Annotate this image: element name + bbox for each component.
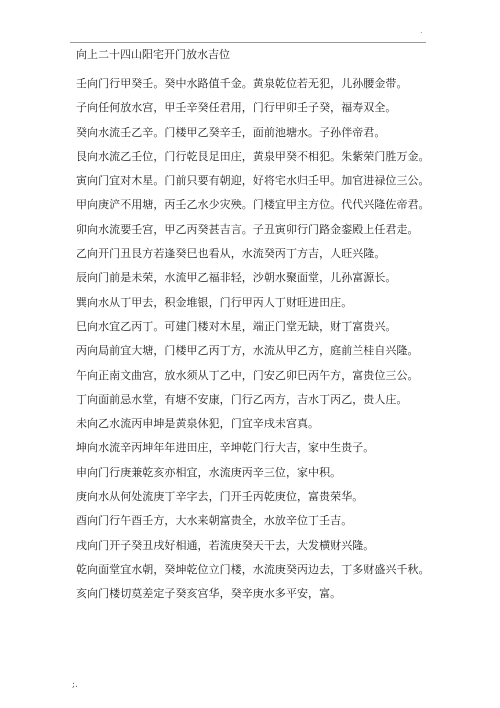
verse-line: 辰向门前是未荣，水流甲乙福非轻，沙朝水聚面堂，儿孙富源长。	[76, 271, 397, 285]
verse-line: 子向任何放水宫，甲壬辛癸任君用，门行甲卯壬子癸，福寿双全。	[76, 101, 397, 115]
verse-line: 壬向门行甲癸壬。癸中水路值千金。黄泉乾位若无犯，儿孙腰金带。	[76, 77, 408, 90]
verse-line: 戌向门开子癸丑戌好相通，若流庚癸天干去，大发横财兴隆。	[76, 538, 375, 552]
verse-line: 丁向面前忌水堂，有塘不安康，门行乙丙方，吉水丁丙乙，贵人庄。	[76, 392, 408, 406]
verse-line: 坤向水流辛丙坤年年进田庄，辛坤乾门行大吉，家中生贵子。	[76, 441, 375, 455]
verse-line: 巳向水宜乙丙丁。可建门楼对木星，端正门堂无缺，财丁富贵兴。	[76, 319, 397, 333]
verse-line: 卯向水流要壬宫，甲乙丙癸甚吉言。子丑寅卯行门路金銮殿上任君走。	[76, 222, 419, 236]
verse-line: 丙向局前宜大塘，门楼甲乙丙丁方，水流从甲乙方，庭前兰桂自兴隆。	[76, 344, 419, 358]
header-rule	[70, 42, 426, 43]
verse-line: 未向乙水流丙申坤是黄泉休犯，门宜辛戌未宫真。	[76, 417, 320, 431]
verse-list	[76, 77, 430, 612]
verse-line: 艮向水流乙壬位，门行乾艮足田庄，黄泉甲癸不相犯。朱紫荣门胜万金。	[76, 149, 430, 163]
verse-line: 午向正南文曲宫，放水须从丁乙中，门安乙卯巳丙午方，富贵位三公。	[76, 368, 419, 382]
verse-line: 申向门行庚兼乾亥亦相宜，水流庚丙辛三位，家中积。	[76, 465, 342, 479]
verse-line: 乙向开门丑艮方若逢癸巳也看从，水流癸丙丁方吉，人旺兴隆。	[76, 247, 386, 261]
verse-line: 甲向庚浐不用塘，丙壬乙水少灾殃。门楼宜甲主方位。代代兴隆佐帝君。	[76, 198, 430, 212]
footer-mark: ;.	[72, 680, 78, 690]
verse-line: 寅向门宜对木星。门前只要有朝迎，好将宅水归壬甲。加官进禄位三公。	[76, 174, 430, 188]
document-title: 向上二十四山阳宅开门放水吉位	[76, 48, 230, 61]
verse-line: 巽向水从丁甲去，积金堆银，门行甲丙人丁财旺进田庄。	[76, 295, 353, 309]
verse-line: 庚向水从何处流庚丁辛字去，门开壬丙乾庚位，富贵荣华。	[76, 490, 364, 504]
verse-line: 乾向面堂宜水朝，癸坤乾位立门楼，水流庚癸丙边去，丁多财盛兴千秋。	[76, 562, 430, 576]
verse-line: 癸向水流壬乙辛。门楼甲乙癸辛壬，面前池塘水。子孙伴帝君。	[76, 125, 386, 139]
verse-line: 酉向门行午酉壬方，大水来朝富贵全，水放辛位丁壬吉。	[76, 514, 353, 528]
corner-mark: .	[420, 26, 423, 35]
verse-line: 亥向门楼切莫差定子癸亥宫华，癸辛庚水多平安，富。	[76, 587, 342, 601]
